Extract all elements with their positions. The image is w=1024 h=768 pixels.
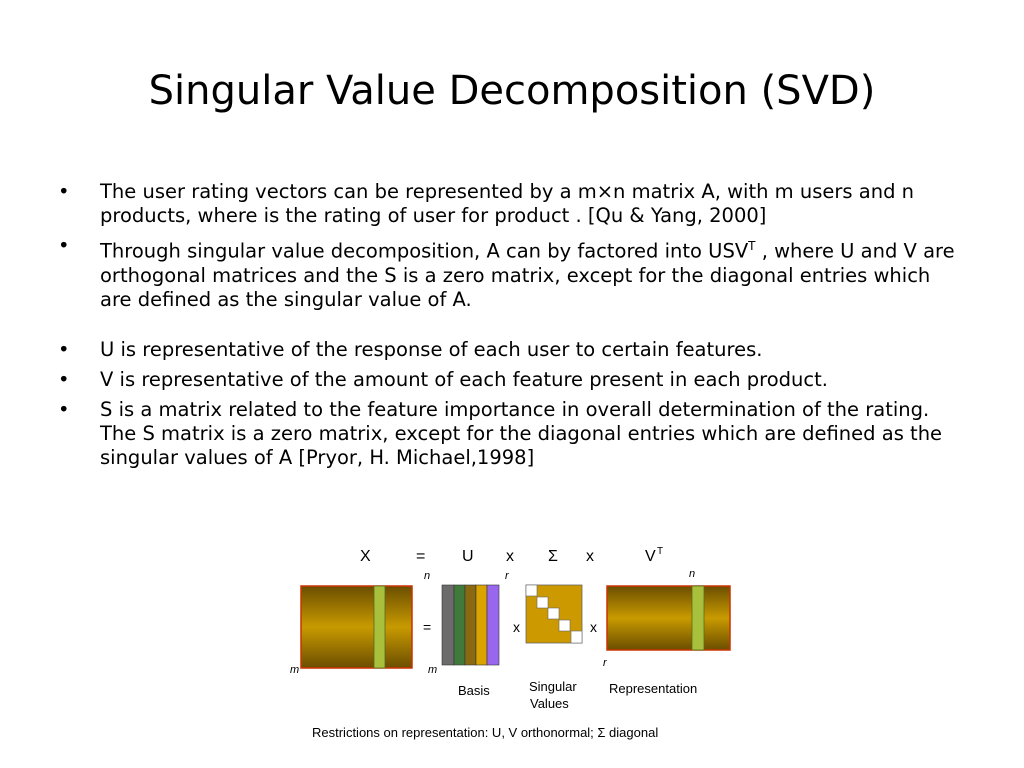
eq-u: U [462,548,474,565]
eq-v-superscript: T [657,546,664,557]
bullet-text: The user rating vectors can be represented by a m×n matrix A, with m users and n products, where is the rating of user for product . [Qu & Yang, 2000] [100,180,915,227]
bullet-marker: • [58,367,70,391]
matrix-x [301,586,412,668]
bullet-text: S is a matrix related to the feature importance in overall determination of the rating. The S matrix is a zero matrix, except for the diagonal entries which are defined as the singular values of A [Pryor, H. Michael,1998] [100,397,943,469]
bullet-marker: • [58,180,70,203]
eq-x: X [360,548,371,565]
bullet-text: V is representative of the amount of each feature present in each product. [100,367,828,391]
bullet-marker: • [58,397,70,421]
eq-sigma: Σ [548,548,558,565]
label-representation: Representation [609,681,698,696]
slide-title: Singular Value Decomposition (SVD) [148,68,876,114]
bullet-item [58,338,963,362]
op-times-1: x [513,619,520,635]
eq-times-1: x [506,548,514,565]
dim-n-label: n [424,570,431,582]
bullet-item [58,368,963,392]
dim-r-label-v: r [603,657,607,669]
matrix-u [442,585,499,665]
eq-times-2: x [586,548,594,565]
label-values: Values [530,696,569,711]
dim-n-label-v: n [689,568,696,580]
bullet-item [58,234,963,312]
eq-equals: = [416,548,426,565]
bullet-item [58,180,963,228]
matrix-vt [607,586,730,650]
dim-m-label-u: m [428,664,438,676]
bullet-marker: • [58,234,70,257]
matrix-x-column-highlight [374,586,385,668]
bullet-list [58,180,963,476]
matrix-vt-column-highlight [692,586,704,650]
dim-m-label: m [290,664,300,676]
label-basis: Basis [458,683,490,698]
op-times-2: x [590,619,597,635]
dim-r-label: r [505,570,509,582]
op-equals: = [423,619,432,635]
superscript: T [748,239,756,253]
label-singular: Singular [529,679,577,694]
bullet-item [58,398,963,470]
bullet-marker: • [58,337,70,361]
eq-v: V [645,548,656,565]
bullet-text: Through singular value decomposition, A can by factored into USV [100,239,749,263]
figure-caption: Restrictions on representation: U, V orthonormal; Σ diagonal [312,725,659,740]
bullet-text: U is representative of the response of each user to certain features. [100,337,763,361]
matrix-sigma [526,585,582,643]
bullet-text-cont: , where U and V are orthogonal matrices and the S is a zero matrix, except for the diagonal entries which are defined as the singular value of A. [100,239,955,311]
